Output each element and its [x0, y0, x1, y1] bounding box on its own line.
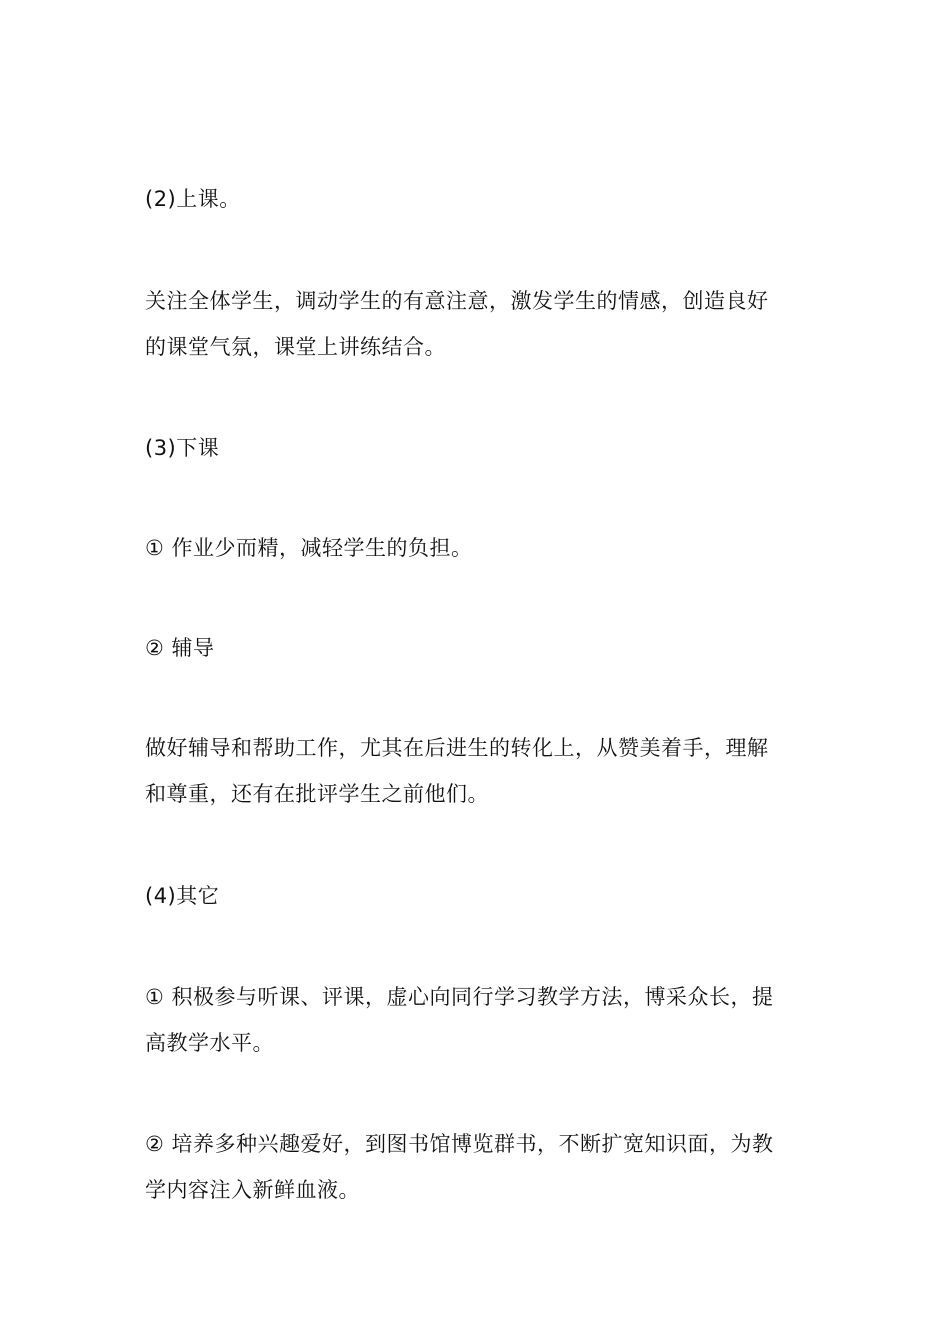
heading-after-class — [145, 425, 810, 471]
list-item-lesson-observation — [145, 974, 810, 1066]
text-line: 高教学水平。 — [145, 1031, 274, 1055]
text-line: ② 培养多种兴趣爱好，到图书馆博览群书，不断扩宽知识面，为教 — [145, 1132, 774, 1156]
list-item-homework — [145, 525, 810, 571]
text-line: (3)下课 — [145, 436, 220, 460]
text-line: ① 积极参与听课、评课，虚心向同行学习教学方法，博采众长，提 — [145, 985, 774, 1009]
text-line: 关注全体学生，调动学生的有意注意，激发学生的情感，创造良好 — [145, 289, 769, 313]
heading-other — [145, 873, 810, 919]
text-line: ② 辅导 — [145, 636, 215, 660]
list-item-tutoring — [145, 625, 810, 671]
text-line: 做好辅导和帮助工作，尤其在后进生的转化上，从赞美着手，理解 — [145, 736, 769, 760]
text-line: 的课堂气氛，课堂上讲练结合。 — [145, 335, 446, 359]
text-line: (2)上课。 — [145, 187, 241, 211]
paragraph-tutoring-detail — [145, 725, 810, 817]
text-line: ① 作业少而精，减轻学生的负担。 — [145, 536, 473, 560]
heading-class-time — [145, 176, 810, 222]
list-item-interests — [145, 1121, 810, 1213]
text-line: 学内容注入新鲜血液。 — [145, 1178, 360, 1202]
text-line: (4)其它 — [145, 884, 220, 908]
text-line: 和尊重，还有在批评学生之前他们。 — [145, 782, 489, 806]
paragraph-class-attention — [145, 278, 810, 370]
